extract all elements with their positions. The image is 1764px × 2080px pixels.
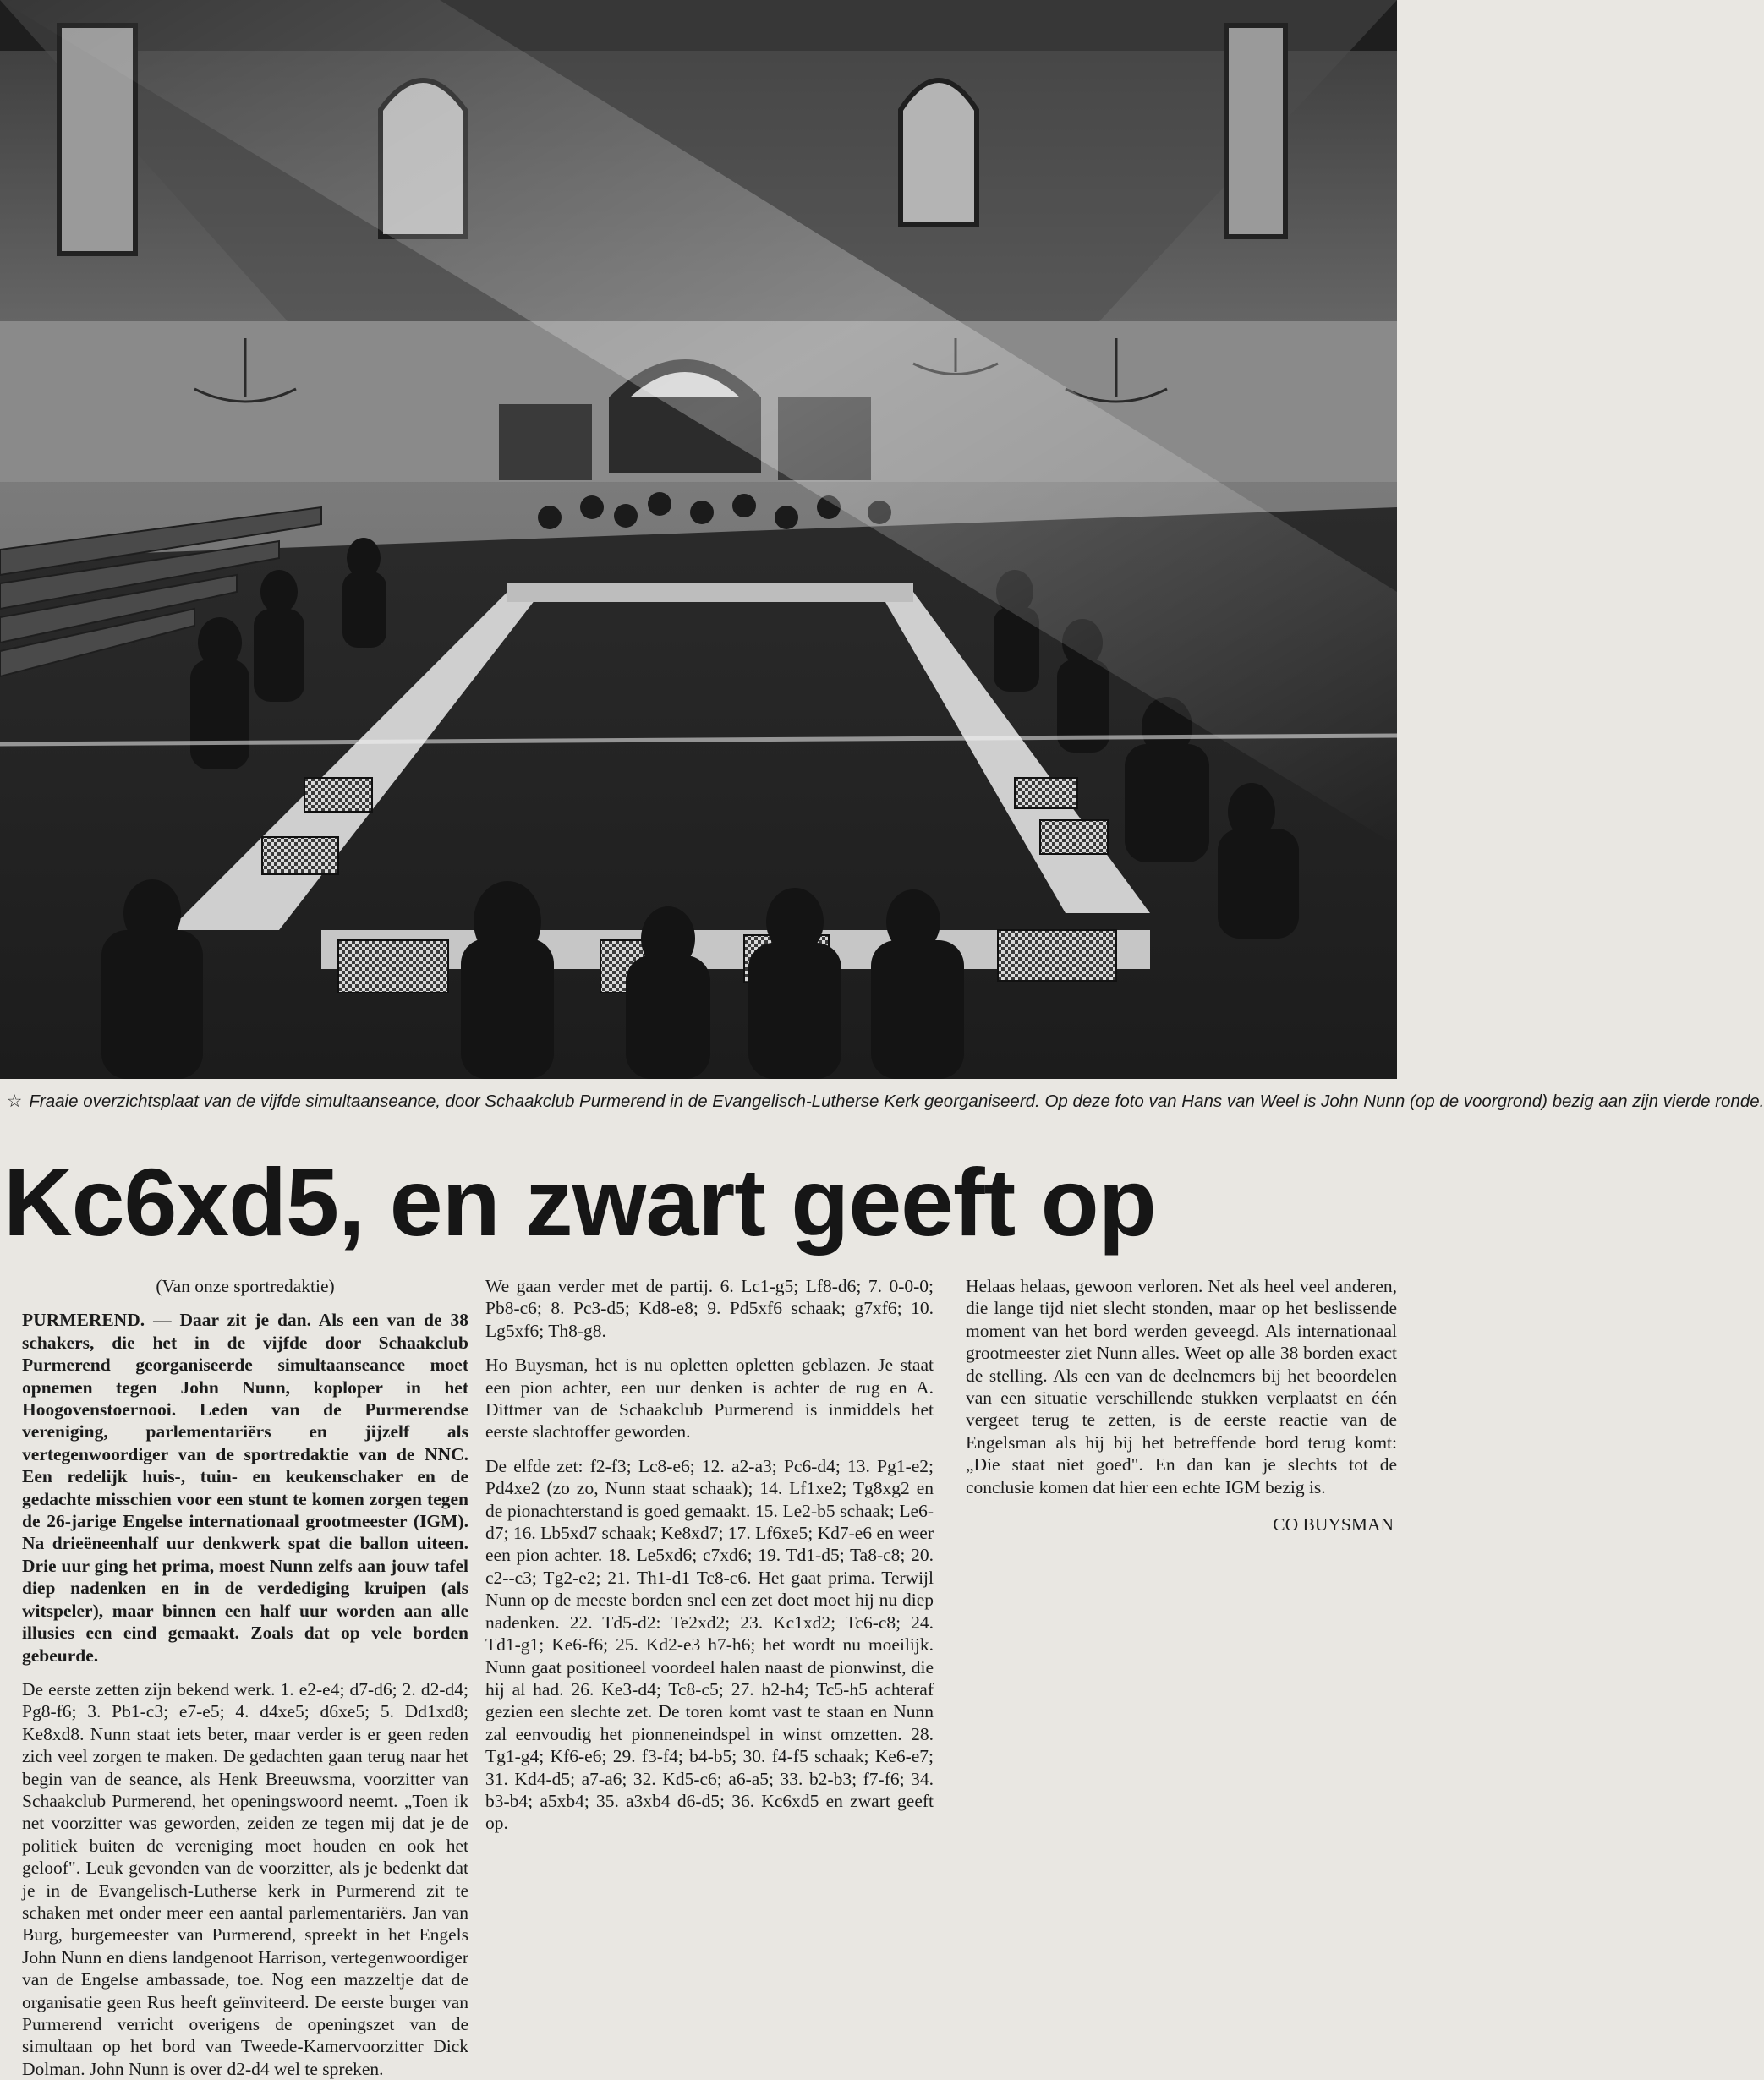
- article-column-3: [966, 1275, 1397, 1943]
- body-paragraph-3: Ho Buysman, het is nu opletten opletten geblazen. Je staat een pion achter, een uur denken is achter de rug en A. Dittmer van de Schaakclub Purmerend is inmiddels het eerste slachtoffer geworden.: [485, 1355, 934, 1442]
- body-paragraph-5: Helaas helaas, gewoon verloren. Net als heel veel anderen, die lange tijd niet slecht stonden, maar op het beslissende moment van het bord werden geveegd. Als internationaal grootmeester ziet Nunn alles. Weet op alle 38 borden exact de stelling. Als een van de deelnemers bij het beoordelen van een situatie verschillende stukken verplaatst en één vergeet terug te zetten, is de eerste reactie van de Engelsman als hij bij het betreffende bord terug komt: „Die staat niet goed". En dan kan je slechts tot de conclusie komen dat hier een echte IGM bezig is.: [966, 1276, 1397, 1497]
- body-paragraph-4: De elfde zet: f2-f3; Lc8-e6; 12. a2-a3; Pc6-d4; 13. Pg1-e2; Pd4xe2 (zo zo, Nunn staat schaak); 14. Lf1xe2; Tg8xg2 en de pionachterstand is goed gemaakt. 15. Le2-b5 schaak; Le6-d7; 16. Lb5xd7 schaak; Ke8xd7; 17. Lf6xe5; Kd7-e6 en weer een pion achter. 18. Le5xd6; c7xd6; 19. Td1-d5; Ta8-c8; 20. c2--c3; Tg2-e2; 21. Th1-d1 Tc8-c6. Het gaat prima. Terwijl Nunn op de meeste borden snel een zet doet moet hij nu diep nadenken. 22. Td5-d2: Te2xd2; 23. Kc1xd2; Tc6-c8; 24. Td1-g1; Ke6-f6; 25. Kd2-e3 h7-h6; het wordt nu moeilijk. Nunn gaat positioneel voordeel halen naast de pionwinst, die hij al had. 26. Ke3-d4; Tc8-c5; 27. h2-h4; Tc5-h5 achteraf gezien een slechte zet. De toren komt vast te staan en Nunn zal eenvoudig het pionneneindspel in winst omzetten. 28. Tg1-g4; Kf6-e6; 29. f3-f4; b4-b5; 30. f4-f5 schaak; Ke6-e7; 31. Kd4-d5; a7-a6; 32. Kd5-c6; a6-a5; 33. b2-b3; f7-f6; 34. b3-b4; a5xb4; 35. a3xb4 d6-d5; 36. Kc6xd5 en zwart geeft op.: [485, 1455, 934, 1834]
- photo-caption: [7, 1089, 1764, 1114]
- star-icon: ☆: [7, 1092, 23, 1111]
- body-paragraph-1: De eerste zetten zijn bekend werk. 1. e2-e4; d7-d6; 2. d2-d4; Pg8-f6; 3. Pb1-c3; e7-e5; 4. d4xe5; d6xe5; 5. Dd1xd8; Ke8xd8. Nunn staat iets beter, maar verder is er geen reden zich veel zorgen te maken. De gedachten gaan terug naar het begin van de seance, als Henk Breeuwsma, voorzitter van Schaakclub Purmerend, het openingswoord neemt. „Toen ik net voorzitter was geworden, zeiden ze tegen mij dat je de politiek buiten de vereniging moet houden en ook het geloof". Leuk gevonden van de voorzitter, als je bedenkt dat je in de Evangelisch-Lutherse kerk in Purmerend zit te schaken met onder meer een aantal parlementariërs. Jan van Burg, burgemeester van Purmerend, spreekt in het Engels John Nunn en diens landgenoot Harrison, vertegenwoordiger van de Engelse ambassade, toe. Nog een mazzeltje dat de organisatie geen Rus heeft geïnviteerd. De eerste burger van Purmerend verricht overigens de openingszet van de simultaan op het bord van Tweede-Kamervoorzitter Dick Dolman. John Nunn is over d2-d4 wel te spreken.: [22, 1678, 468, 2079]
- caption-text: Fraaie overzichtsplaat van de vijfde simultaanseance, door Schaakclub Purmerend in de Evangelisch-Lutherse Kerk georganiseerd. Op deze foto van Hans van Weel is John Nunn (op de voorgrond) bezig aan zijn vierde ronde.: [29, 1092, 1764, 1111]
- article-column-1: [22, 1275, 468, 2079]
- body-paragraph-2: We gaan verder met de partij. 6. Lc1-g5; Lf8-d6; 7. 0-0-0; Pb8-c6; 8. Pc3-d5; Kd8-e8; 9. Pd5xf6 schaak; g7xf6; 10. Lg5xf6; Th8-g8.: [485, 1276, 934, 1341]
- author-credit: CO BUYSMAN: [1273, 1514, 1394, 1535]
- lead-paragraph: PURMEREND. — Daar zit je dan. Als een van de 38 schakers, die het in de vijfde door Schaakclub Purmerend georganiseerde simultaanseance moet opnemen tegen John Nunn, koploper in het Hoogovenstoernooi. Leden van de Purmerendse vereniging, parlementariërs en jijzelf als vertegenwoordiger van de sportredaktie van de NNC. Een redelijk huis-, tuin- en keukenschaker en de gedachte misschien voor een stunt te komen zorgen tegen de 26-jarige Engelse internationaal grootmeester (IGM). Na drieëneenhalf uur denkwerk spat die ballon uiteen. Drie uur ging het prima, moest Nunn zelfs aan jouw tafel diep nadenken en in de verdediging kruipen (als witspeler), maar binnen een half uur worden aan alle illusies een eind gemaakt. Zoals dat op vele borden gebeurde.: [22, 1310, 468, 1666]
- headline: Kc6xd5, en zwart geeft op: [3, 1149, 1156, 1256]
- byline: (Van onze sportredaktie): [156, 1276, 335, 1296]
- hall-photo: [0, 0, 1397, 1079]
- article-column-2: [485, 1275, 934, 1943]
- church-interior-illustration: [0, 0, 1397, 1079]
